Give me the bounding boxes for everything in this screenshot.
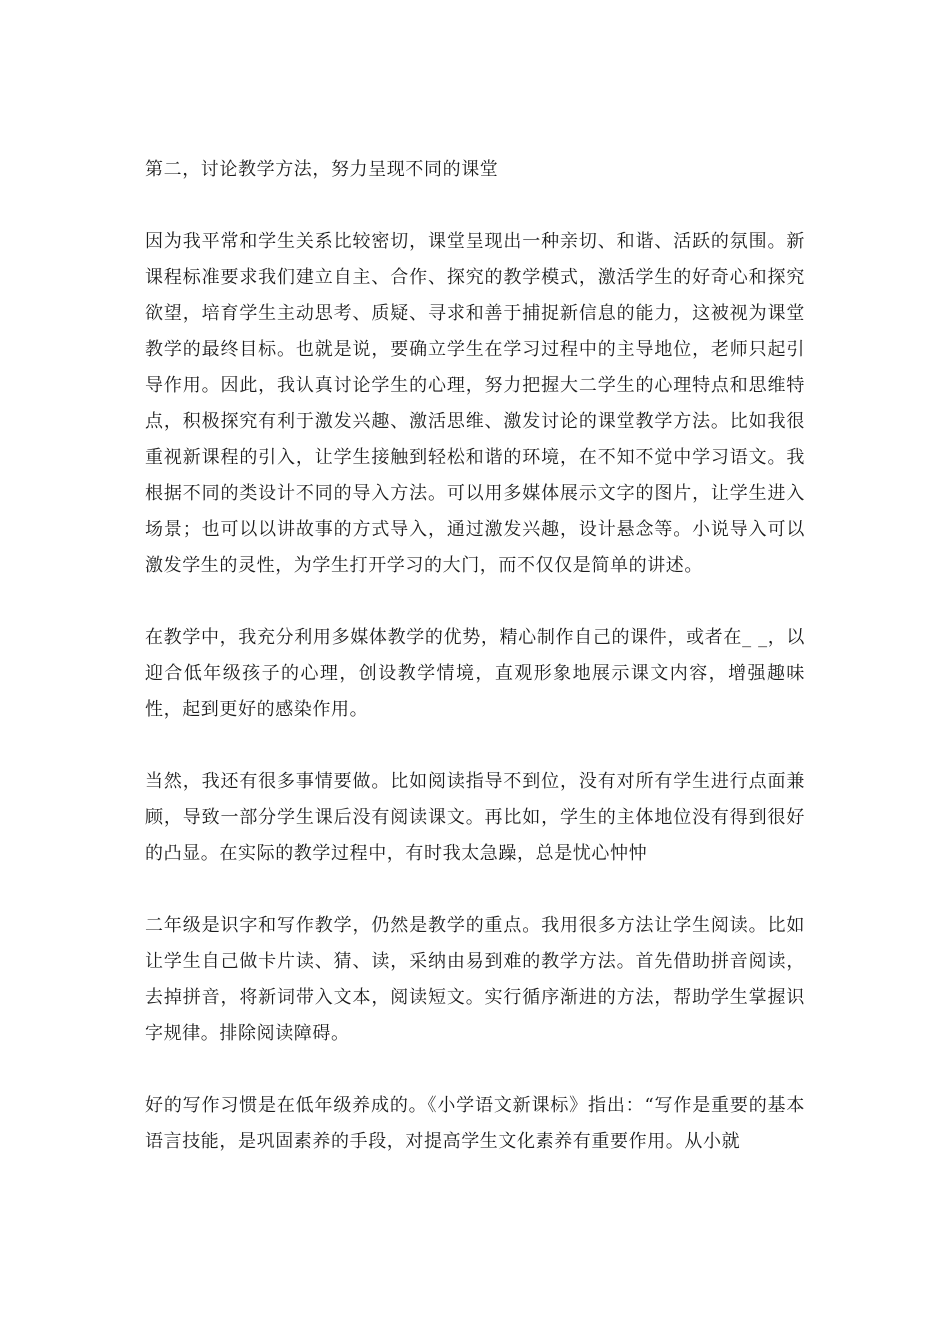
section-heading: 第二，讨论教学方法，努力呈现不同的课堂 bbox=[145, 159, 499, 180]
paragraph-1: 因为我平常和学生关系比较密切，课堂呈现出一种亲切、和谐、活跃的氛围。新课程标准要求我们建立自主、合作、探究的教学模式，激活学生的好奇心和探究欲望，培育学生主动思考、质疑、寻求和善于捕捉新信息的能力，这被视为课堂教学的最终目标。也就是说，要确立学生在学习过程中的主导地位，老师只起引导作用。因此，我认真讨论学生的心理，努力把握大二学生的心理特点和思维特点，积极探究有利于激发兴趣、激活思维、激发讨论的课堂教学方法。比如我很重视新课程的引入，让学生接触到轻松和谐的环境，在不知不觉中学习语文。我根据不同的类设计不同的导入方法。可以用多媒体展示文字的图片，让学生进入场景；也可以以讲故事的方式导入，通过激发兴趣，设计悬念等。小说导入可以激发学生的灵性，为学生打开学习的大门，而不仅仅是简单的讲述。 bbox=[145, 231, 805, 576]
paragraph-5: 好的写作习惯是在低年级养成的。《小学语文新课标》指出：“写作是重要的基本语言技能，是巩固素养的手段，对提高学生文化素养有重要作用。从小就 bbox=[145, 1095, 805, 1152]
paragraph-4: 二年级是识字和写作教学，仍然是教学的重点。我用很多方法让学生阅读。比如让学生自己做卡片读、猜、读，采纳由易到难的教学方法。首先借助拼音阅读，去掉拼音，将新词带入文本，阅读短文。实行循序渐进的方法，帮助学生掌握识字规律。排除阅读障碍。 bbox=[145, 915, 805, 1044]
paragraph-2: 在教学中，我充分利用多媒体教学的优势，精心制作自己的课件，或者在_ _，以迎合低年级孩子的心理，创设教学情境，直观形象地展示课文内容，增强趣味性，起到更好的感染作用。 bbox=[145, 627, 805, 720]
document-body bbox=[145, 152, 805, 1196]
paragraph-3: 当然，我还有很多事情要做。比如阅读指导不到位，没有对所有学生进行点面兼顾，导致一部分学生课后没有阅读课文。再比如，学生的主体地位没有得到很好的凸显。在实际的教学过程中，有时我太急躁，总是忧心忡忡 bbox=[145, 771, 805, 864]
